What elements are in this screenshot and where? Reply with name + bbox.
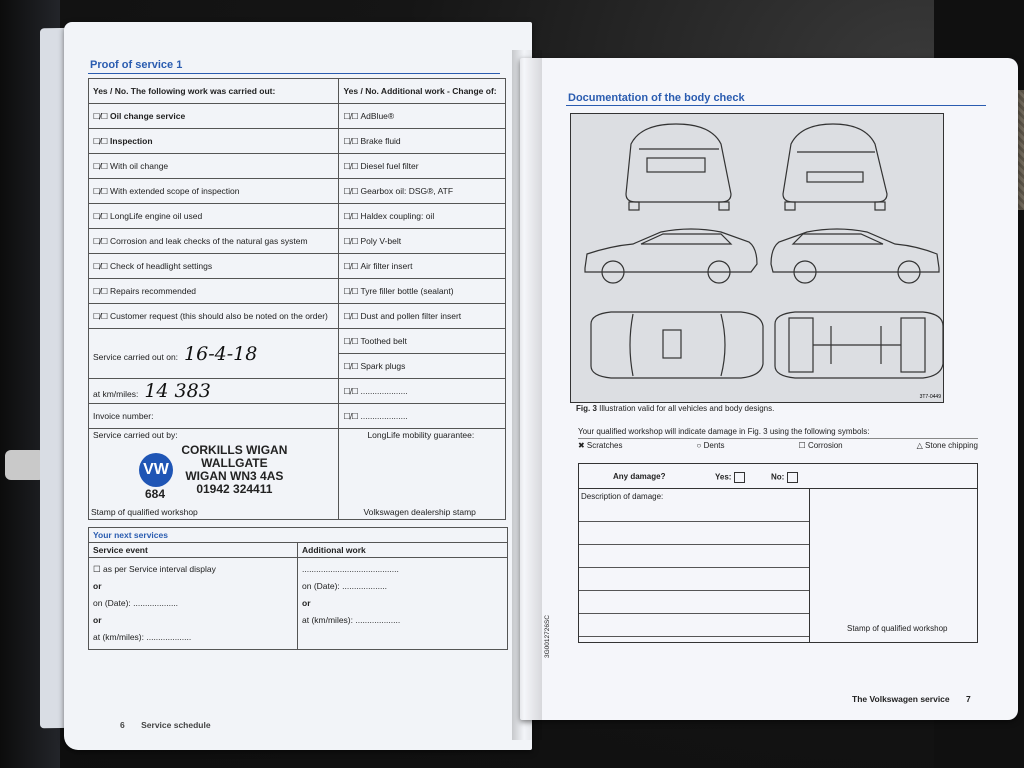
- car-outlines: [571, 114, 943, 402]
- table-row: [89, 304, 506, 329]
- row-label: Spark plugs: [360, 361, 406, 371]
- title-rule: [88, 73, 500, 74]
- description-line[interactable]: [579, 522, 809, 545]
- stamp-code: 684: [145, 487, 166, 501]
- dealer-stamp-label: Volkswagen dealership stamp: [363, 507, 476, 517]
- table-row: [89, 179, 506, 204]
- no-checkbox[interactable]: [787, 472, 798, 483]
- col2-header: Yes / No. Additional work - Change of:: [339, 79, 506, 104]
- row-label: Oil change service: [110, 111, 186, 121]
- checkbox[interactable]: ☐/☐: [343, 337, 358, 346]
- additional-work-column: [298, 558, 404, 649]
- table-row: [89, 154, 506, 179]
- checkbox[interactable]: ☐/☐: [343, 312, 358, 321]
- stamp-label: Stamp of qualified workshop: [91, 507, 198, 517]
- table-row: [89, 204, 506, 229]
- row-label: Brake fluid: [360, 136, 401, 146]
- row-label: Customer request (this should also be noted on the order): [110, 311, 328, 321]
- row-label: ....................: [360, 386, 408, 396]
- next-line: or: [93, 581, 102, 591]
- longlife-label: LongLife mobility guarantee:: [367, 430, 475, 440]
- description-line[interactable]: [579, 568, 809, 591]
- damage-symbols: [578, 438, 978, 450]
- service-event-column: [89, 558, 298, 649]
- row-label: Corrosion and leak checks of the natural gas system: [110, 236, 308, 246]
- checkbox[interactable]: ☐/☐: [343, 162, 358, 171]
- description-line[interactable]: [579, 591, 809, 614]
- checkbox[interactable]: ☐/☐: [343, 362, 358, 371]
- km-value[interactable]: 14 383: [144, 380, 211, 402]
- checkbox[interactable]: ☐/☐: [343, 412, 358, 421]
- checkbox[interactable]: ☐/☐: [93, 187, 108, 196]
- side-code: 3G0012726SC: [544, 614, 551, 658]
- stamp-line: 01942 324411: [196, 482, 273, 496]
- checkbox[interactable]: ☐/☐: [93, 287, 108, 296]
- table-row: [89, 404, 506, 429]
- checkbox[interactable]: ☐/☐: [93, 237, 108, 246]
- row-label: Dust and pollen filter insert: [360, 311, 462, 321]
- table-row: [89, 254, 506, 279]
- next-line[interactable]: on (Date): ...................: [93, 598, 179, 608]
- row-label: AdBlue®: [360, 111, 395, 121]
- next-line[interactable]: at (km/miles): ...................: [302, 615, 401, 625]
- col1-header: Yes / No. The following work was carried out:: [89, 79, 339, 104]
- table-row: [89, 329, 506, 354]
- invoice-label: Invoice number:: [93, 411, 154, 421]
- row-label: With oil change: [110, 161, 169, 171]
- next-services-box: [88, 527, 508, 650]
- no-option: [771, 472, 798, 483]
- car-underside-view: [775, 312, 943, 378]
- next-services-header: [89, 543, 507, 558]
- damage-header: [579, 464, 977, 489]
- checkbox[interactable]: ☐/☐: [343, 212, 358, 221]
- figure-label: Fig. 3: [576, 404, 597, 413]
- next-line: or: [302, 598, 311, 608]
- dealer-stamp: [181, 444, 287, 496]
- checkbox[interactable]: ☐/☐: [343, 237, 358, 246]
- next-services-title: Your next services: [89, 528, 507, 543]
- description-line[interactable]: [579, 614, 809, 637]
- console-knob: [5, 450, 45, 480]
- car-rear-view: [626, 124, 731, 210]
- checkbox[interactable]: ☐/☐: [343, 137, 358, 146]
- row-label: Toothed belt: [360, 336, 407, 346]
- checkbox[interactable]: ☐/☐: [93, 212, 108, 221]
- table-row: [89, 279, 506, 304]
- symbol-dents: ○ Dents: [696, 441, 725, 450]
- figure-caption: [576, 404, 774, 413]
- checkbox[interactable]: ☐/☐: [343, 387, 358, 396]
- left-footer: [120, 720, 211, 730]
- km-label: at km/miles:: [93, 389, 139, 399]
- checkbox[interactable]: ☐/☐: [93, 112, 108, 121]
- row-label: Tyre filler bottle (sealant): [360, 286, 454, 296]
- figure-caption-text: Illustration valid for all vehicles and body designs.: [599, 404, 775, 413]
- next-services-body: [89, 558, 507, 649]
- checkbox[interactable]: ☐/☐: [343, 262, 358, 271]
- checkbox[interactable]: ☐/☐: [93, 312, 108, 321]
- next-line: or: [93, 615, 102, 625]
- book-gutter: [512, 50, 542, 740]
- carried-out-by-label: Service carried out by:: [93, 430, 178, 440]
- service-table: [88, 78, 506, 520]
- row-label: Haldex coupling: oil: [360, 211, 435, 221]
- checkbox[interactable]: ☐/☐: [343, 112, 358, 121]
- stamp-line: WALLGATE: [201, 456, 268, 470]
- next-line[interactable]: on (Date): ...................: [302, 581, 388, 591]
- additional-work-header: Additional work: [302, 545, 366, 555]
- row-label: Check of headlight settings: [110, 261, 213, 271]
- left-page: [64, 22, 532, 750]
- vw-logo-icon: VW: [139, 453, 173, 487]
- table-row: [89, 229, 506, 254]
- car-side-right: [771, 229, 939, 283]
- car-body-diagram: [570, 113, 944, 403]
- checkbox[interactable]: ☐/☐: [343, 287, 358, 296]
- symbol-scratches: ✖ Scratches: [578, 441, 623, 450]
- damage-question: Any damage?: [613, 472, 666, 481]
- description-line[interactable]: [579, 499, 809, 522]
- page-title: Documentation of the body check: [568, 92, 745, 104]
- form-divider: [809, 488, 810, 642]
- table-row: [89, 379, 506, 404]
- right-page: [520, 58, 1018, 720]
- next-line[interactable]: at (km/miles): ...................: [93, 632, 192, 642]
- car-top-view: [591, 312, 763, 378]
- service-date-value[interactable]: 16-4-18: [184, 342, 258, 365]
- footer-text: Service schedule: [141, 720, 211, 730]
- title-rule: [566, 105, 986, 106]
- car-side-left: [585, 229, 757, 283]
- service-date-label: Service carried out on:: [93, 351, 179, 362]
- row-label: Repairs recommended: [110, 286, 197, 296]
- table-row: [89, 104, 506, 129]
- table-row: [89, 129, 506, 154]
- next-line[interactable]: ☐ as per Service interval display: [93, 564, 216, 574]
- workshop-stamp-label: Stamp of qualified workshop: [847, 624, 948, 633]
- row-label: With extended scope of inspection: [110, 186, 240, 196]
- footer-text: The Volkswagen service: [852, 694, 950, 704]
- symbol-stone-chipping: △ Stone chipping: [916, 441, 978, 450]
- symbol-corrosion: ☐ Corrosion: [798, 441, 843, 450]
- row-label: Air filter insert: [360, 261, 413, 271]
- checkbox[interactable]: ☐/☐: [93, 162, 108, 171]
- service-event-header: Service event: [89, 543, 298, 557]
- page-number: 7: [966, 694, 971, 704]
- row-label: Diesel fuel filter: [360, 161, 419, 171]
- description-lines[interactable]: [579, 499, 809, 637]
- row-label: LongLife engine oil used: [110, 211, 203, 221]
- workshop-stamp-box: [89, 429, 339, 520]
- damage-note: Your qualified workshop will indicate damage in Fig. 3 using the following symbols:: [578, 427, 870, 436]
- stamp-row: [89, 429, 506, 520]
- page-title: Proof of service 1: [90, 59, 183, 71]
- yes-checkbox[interactable]: [734, 472, 745, 483]
- yes-label: Yes:: [715, 472, 732, 482]
- no-label: No:: [771, 472, 785, 482]
- checkbox[interactable]: ☐/☐: [343, 187, 358, 196]
- description-label: Description of damage:: [581, 492, 664, 501]
- car-front-view: [783, 124, 887, 210]
- next-line[interactable]: .........................................: [302, 564, 399, 574]
- damage-form: [578, 463, 978, 643]
- stamp-line: WIGAN WN3 4AS: [185, 469, 284, 483]
- checkbox[interactable]: ☐/☐: [93, 137, 108, 146]
- checkbox[interactable]: ☐/☐: [93, 262, 108, 271]
- description-line[interactable]: [579, 545, 809, 568]
- row-label: Poly V-belt: [360, 236, 402, 246]
- figure-code: 3T7-0449: [919, 394, 941, 400]
- stamp-line: CORKILLS WIGAN: [181, 443, 288, 457]
- yes-option: [715, 472, 745, 483]
- row-label: ....................: [360, 411, 408, 421]
- row-label: Inspection: [110, 136, 153, 146]
- page-number: 6: [120, 720, 125, 730]
- row-label: Gearbox oil: DSG®, ATF: [360, 186, 454, 196]
- dealer-stamp-box: [339, 429, 506, 520]
